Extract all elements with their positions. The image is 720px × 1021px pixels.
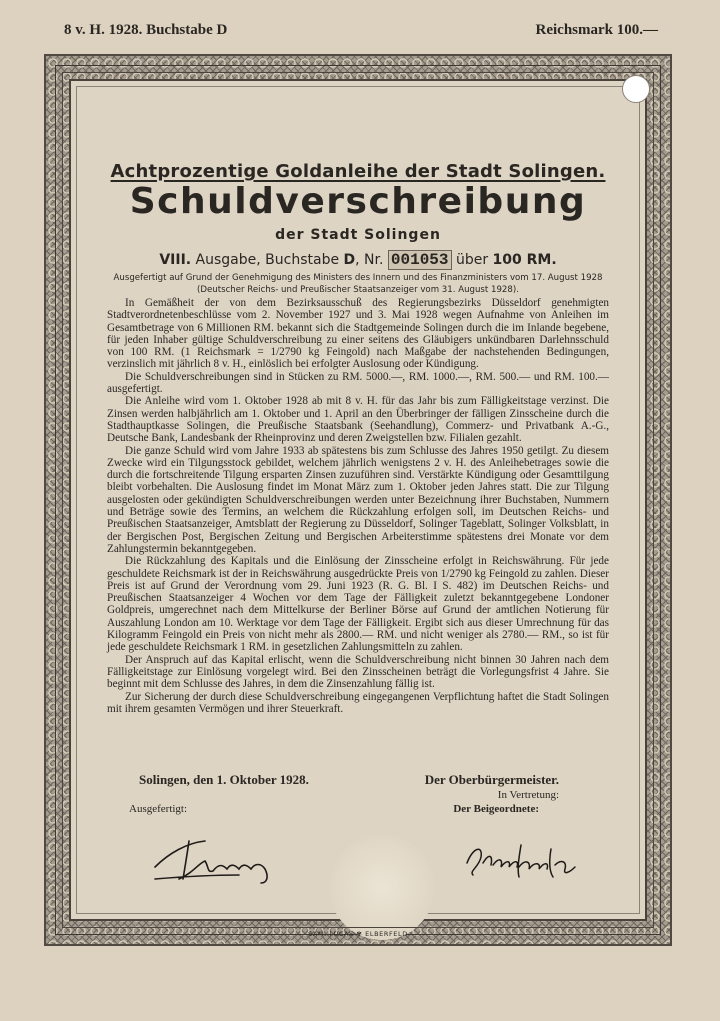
certificate-body bbox=[69, 79, 647, 938]
issue-line: VIII. Ausgabe, Buchstabe D, Nr. 001053 über 100 RM. bbox=[159, 251, 557, 269]
printer-imprint: SAM. LUCAS ✾ ELBERFELD bbox=[308, 930, 408, 938]
bond-series-label: 8 v. H. 1928. Buchstabe D bbox=[64, 22, 228, 38]
guilloche-border bbox=[44, 54, 672, 946]
signature-labels bbox=[107, 803, 609, 819]
signature-row bbox=[107, 772, 609, 788]
cancellation-punch-hole bbox=[622, 75, 650, 103]
authorization-note: Ausgefertigt auf Grund der Genehmigung des Ministers des Innern und des Finanzministers vom 17. August 1928 (Deutscher Reichs- und Preußischer Staatsanzeiger vom 31. August 1928). bbox=[113, 273, 603, 295]
terms-text bbox=[107, 297, 609, 715]
terms-paragraph: Der Anspruch auf das Kapital erlischt, wenn die Schuldverschreibung nicht binnen 30 Jahren nach dem Fälligkeitstage zur Einlösung vorgelegt wird. Bei den Zinsscheinen beträgt die Vorlegungsfrist 4 Jahre. Sie beginnt mit dem Schlusse des Jahres, in dem die Zinsenzahlung fällig ist. bbox=[107, 653, 609, 691]
terms-paragraph: Die Schuldverschreibungen sind in Stücken zu RM. 5000.—, RM. 1000.—, RM. 500.— und RM. 100.— ausgefertigt. bbox=[107, 370, 609, 396]
issuer-subtitle: der Stadt Solingen bbox=[275, 227, 441, 243]
issued-label: Ausgefertigt: bbox=[129, 803, 188, 815]
terms-paragraph: Die Rückzahlung des Kapitals und die Einlösung der Zinsscheine erfolgt in Reichswährung. Für jede geschuldete Reichsmark ist der in Reichswährung ausgedrückte Preis von 1/2790 kg Feingold zu zahlen. Dieser Preis ist auf Grund der Verordnung vom 29. Juni 1923 (R. G. Bl. I S. 482) im Deutschen Reichs- und Preußischen Staatsanzeiger 4 Wochen vor dem Tage der Fälligkeit zuletzt bekanntgegebene Londoner Goldpreis, umgerechnet nach dem Mittelkurse der Berliner Börse auf Grund der amtlichen Notierung für Auszahlung London am 10. Werktage vor dem Tage der Fälligkeit. Ergibt sich aus dieser Umrechnung für das Kilogramm Feingold ein Preis von nicht mehr als 2800.— RM. und nicht weniger als 2780.— RM., so ist für jede geschuldete Reichsmark 1 RM. in gesetzlichen Zahlungsmitteln zu zahlen. bbox=[107, 555, 609, 654]
place-date: Solingen, den 1. Oktober 1928. bbox=[139, 772, 309, 787]
terms-paragraph: Die Anleihe wird vom 1. Oktober 1928 ab mit 8 v. H. für das Jahr bis zum Fälligkeitstage verzinst. Die Zinsen werden halbjährlich am 1. Oktober und 1. April an den Überbringer der fälligen Zinsscheine durch die Stadthauptkasse Solingen, die Preußische Staatsbank (Seehandlung), Commerz- und Privatbank A.-G., Deutsche Bank, Landesbank der Rheinprovinz und deren Zweigstellen bzw. Filialen gezahlt. bbox=[107, 395, 609, 445]
terms-paragraph: In Gemäßheit der von dem Bezirksausschuß des Regierungsbezirks Düsseldorf genehmigten Stadtverordnetenbeschlüsse vom 2. November 1927 und 3. Mai 1928 wegen Aufnahme von Anleihen im Gesamtbetrage von 6 Millionen RM. bekannt sich die Stadtgemeinde Solingen durch die im Inlande begebene, für jeden Inhaber gültige Schuldverschreibung zu einer seitens des Gläubigers unkündbaren Darlehnsschuld von 100 RM. (1 Reichsmark = 1/2790 kg Feingold) nach Maßgabe der nachstehenden Bedingungen, verzinslich mit jährlich 8 v. H., einlöslich bei erfolgter Auslosung oder Kündigung. bbox=[107, 297, 609, 371]
terms-paragraph: Die ganze Schuld wird vom Jahre 1933 ab spätestens bis zum Schlusse des Jahres 1950 getilgt. Zu diesem Zwecke wird ein Tilgungsstock gebildet, welchem jährlich wenigstens 2 v. H. des Anleihebetrages sowie die durch die fortschreitende Tilgung ersparten Zinsen zuzuführen sind. Verstärkte Kündigung oder Gesamttilgung bleibt vorbehalten. Die Auslosung findet im Monat März zum 1. Oktober jeden Jahres statt. Die zur Tilgung ausgelosten oder gekündigten Schuldverschreibungen werden unter Bezeichnung ihrer Buchstaben, Nummern und Beträge sowie des Termins, an welchem die Rückzahlung erfolgen soll, im Deutschen Reichs- und Preußischen Staatsanzeiger, Amtsblatt der Regierung zu Düsseldorf, Solinger Tageblatt, Solinger Volksblatt, in der Bergischen Post, Bergischen Zeitung und Bergischen Arbeiterstimme spätestens drei Monate vor dem Zahlungstermin bekanntgegeben. bbox=[107, 444, 609, 555]
top-header-row bbox=[64, 22, 658, 48]
denomination-label: Reichsmark 100.— bbox=[535, 22, 658, 38]
handwritten-signature-left bbox=[149, 833, 289, 885]
serial-number: 001053 bbox=[388, 250, 452, 270]
terms-paragraph: Zur Sicherung der durch diese Schuldverschreibung eingegangenen Verpflichtung haftet die Stadt Solingen mit ihrem gesamten Vermögen und ihrer Steuerkraft. bbox=[107, 690, 609, 715]
document-title: Schuldverschreibung bbox=[129, 181, 587, 222]
embossed-seal bbox=[329, 834, 435, 940]
councillor-label: Der Beigeordnete: bbox=[453, 803, 539, 815]
deputy-label: In Vertretung: bbox=[497, 789, 559, 801]
loan-title: Achtprozentige Goldanleihe der Stadt Solingen. bbox=[110, 161, 606, 182]
watermark bbox=[276, 346, 476, 466]
handwritten-signature-right bbox=[459, 833, 589, 885]
mayor-title: Der Oberbürgermeister. bbox=[424, 772, 559, 787]
